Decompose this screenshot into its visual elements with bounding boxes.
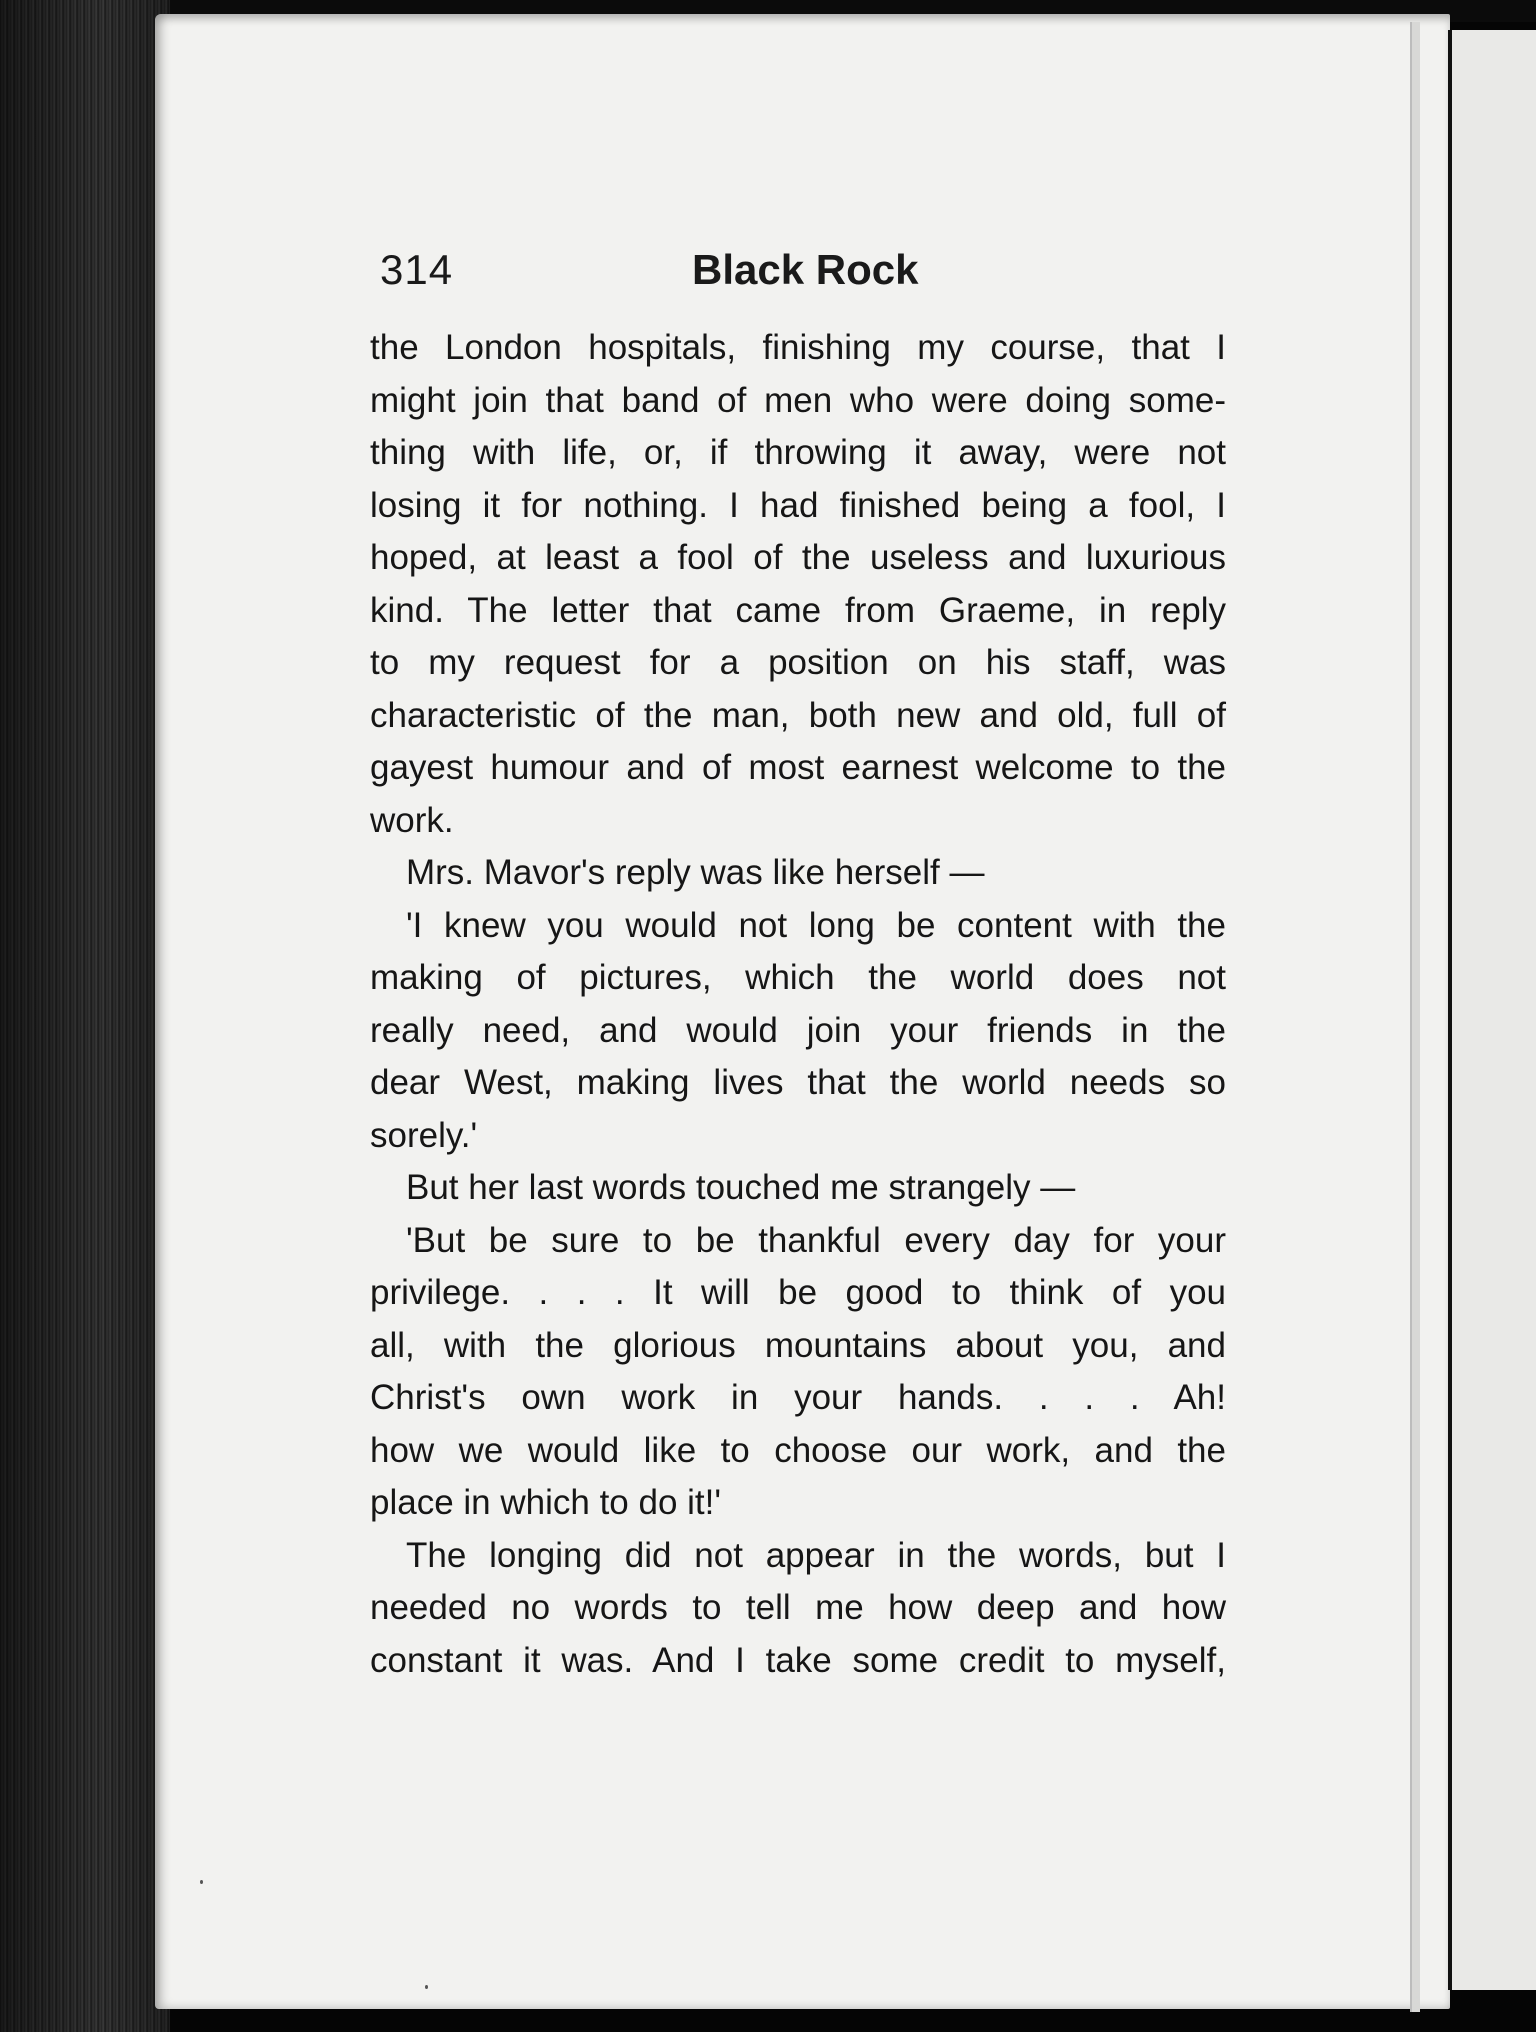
page-gutter [1410,22,1420,2012]
running-title: Black Rock [692,246,919,293]
facing-page-edge [1448,30,1536,1990]
text-line: Christ's own work in your hands. . . . Ah! [370,1378,1226,1417]
text-line: hoped, at least a fool of the useless and luxurious [370,538,1226,577]
text-line: But her last words touched me strangely — [406,1168,1076,1207]
text-line: losing it for nothing. I had finished being a fool, I [370,485,1226,525]
page-number: 314 [380,246,454,293]
page-header [380,246,1280,306]
text-line: 'I knew you would not long be content with the [406,905,1226,945]
text-line: might join that band of men who were doing some- [370,380,1226,420]
scan-speck [425,1985,428,1989]
paragraph [370,900,1226,1163]
body-text [370,322,1226,1687]
paragraph [370,322,1226,847]
paragraph [370,1530,1226,1688]
paragraph [370,1162,1226,1215]
text-line: the London hospitals, finishing my course, that I [370,328,1226,367]
text-line: kind. The letter that came from Graeme, in reply [370,590,1226,630]
text-line: work. [370,800,454,840]
book-page-edges [0,0,170,2032]
text-line: 'But be sure to be thankful every day for your [406,1220,1226,1260]
text-line: to my request for a position on his staff, was [370,643,1226,682]
text-line: sorely.' [370,1115,478,1155]
text-line: The longing did not appear in the words, but I [406,1535,1226,1575]
paragraph [370,1215,1226,1530]
text-line: constant it was. And I take some credit to myself, [370,1640,1226,1680]
text-line: characteristic of the man, both new and old, full of [370,695,1226,735]
text-line: really need, and would join your friends in the [370,1010,1226,1050]
text-line: all, with the glorious mountains about you, and [370,1325,1226,1365]
text-line: making of pictures, which the world does not [370,958,1226,997]
text-line: privilege. . . . It will be good to think of you [370,1273,1226,1312]
text-line: how we would like to choose our work, and the [370,1430,1226,1470]
scan-speck [200,1880,203,1884]
paragraph [370,847,1226,900]
text-line: Mrs. Mavor's reply was like herself — [406,853,985,892]
text-line: dear West, making lives that the world needs so [370,1063,1226,1102]
text-line: place in which to do it!' [370,1483,722,1522]
text-line: thing with life, or, if throwing it away, were not [370,433,1226,472]
text-line: gayest humour and of most earnest welcome to the [370,748,1226,787]
text-line: needed no words to tell me how deep and how [370,1588,1226,1627]
